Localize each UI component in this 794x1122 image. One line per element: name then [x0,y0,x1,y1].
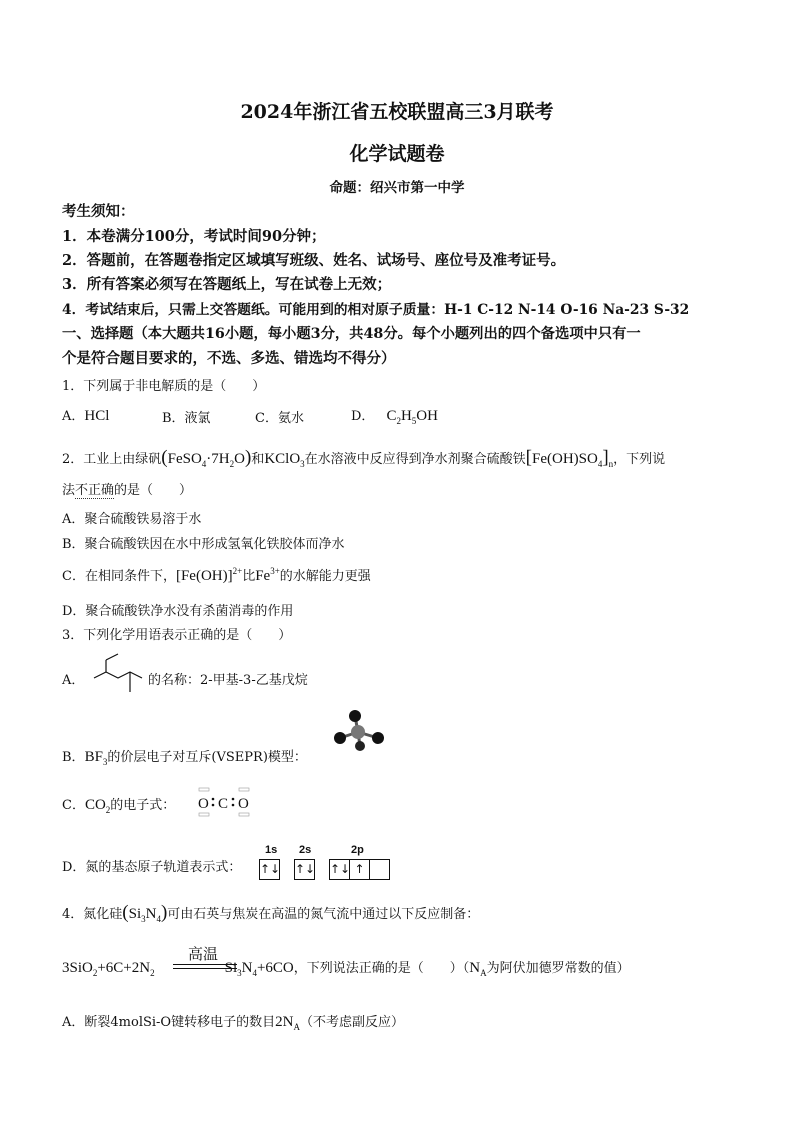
q2-text-5: 法 [62,483,76,498]
orbital-box: ↑↓ [294,859,315,880]
q2-formula-feso4: $(FeSO_4\cdot 7H_2O)$ [161,447,252,469]
q3-b-label: B． [62,750,85,765]
q2-text-4: ，下列说 [613,452,666,467]
orbital-2p [330,859,390,880]
q4-eq-tail: ，下列说法正确的是（ ）（ [293,961,470,976]
q1-d-label: D． [351,409,375,424]
q2-option-a[interactable]: A．聚合硫酸铁易溶于水 [62,512,202,527]
q1-d-formula: $C_2H_5OH$ [386,408,438,426]
q2-text-6: 的是（ ） [114,483,193,498]
q3-c-text: 的电子式： [110,798,176,813]
notice-heading: 考生须知： [62,203,135,220]
molecule-model-icon [330,708,390,756]
q4-na-note: 为阿伏加德罗常数的值） [486,961,630,976]
q4-a-text-2: （不考虑副反应） [299,1015,404,1030]
q1-stem: 1．下列属于非电解质的是（ ） [62,379,266,394]
q4-na-symbol: $N_A$ [469,960,487,978]
q3-option-d[interactable]: D．氮的基态原子轨道表示式： [62,860,242,875]
q3-b-formula: $BF_3$ [84,749,108,767]
q4-formula-si3n4: $(Si_3N_4)$ [122,902,168,924]
q2-c-text-2: 比 [242,569,256,584]
equation-line-bottom [173,968,237,969]
notice-item-1: 1．本卷满分100分，考试时间90分钟； [62,228,326,245]
q2-c-text-3: 的水解能力更强 [279,569,371,584]
exam-subtitle: 化学试题卷 [349,143,445,165]
q4-text-2: 可由石英与焦炭在高温的氮气流中通过以下反应制备： [167,907,480,922]
electron-dot-formula-icon [196,786,256,818]
q2-emphasis: 不正确 [75,483,115,498]
section1-line1: 一、选择题（本大题共16小题，每小题3分，共48分。每个小题列出的四个备选项中只有一 [62,326,641,342]
orbital-box: ↑↓ [329,859,350,880]
section1-line2: 个是符合题目要求的，不选、多选、错选均不得分） [62,350,396,367]
orbital-box: ↑ [349,859,370,880]
svg-text:C: C [218,796,229,812]
q1-option-c[interactable]: C．氨水 [255,411,304,426]
q4-equation [62,957,630,978]
orbital-2s [295,859,315,880]
q1-option-d[interactable] [351,405,438,426]
q2-stem-line1 [62,448,665,469]
q2-option-c[interactable] [62,565,371,585]
q1-a-formula: HCl [84,408,110,424]
orbital-label-2s: 2s [299,844,312,856]
q2-text-3: 在水溶液中反应得到净水剂聚合硫酸铁 [304,452,526,467]
q2-text-1: 2．工业上由绿矾 [62,452,162,467]
q1-option-b[interactable]: B．液氯 [162,411,211,426]
q2-c-formula-2: $Fe^{3+}$ [255,566,280,584]
q4-text-1: 4．氮化硅 [62,907,123,922]
q2-formula-pfs: $[Fe(OH)SO_4]_n$ [525,447,614,469]
orbital-box: ↑↓ [259,859,280,880]
q3-c-label: C． [62,798,85,813]
notice-item-2: 2．答题前，在答题卷指定区域填写班级、姓名、试场号、座位号及准考证号。 [62,252,566,269]
q2-option-b[interactable]: B．聚合硫酸铁因在水中形成氢氧化铁胶体而净水 [62,537,345,552]
q4-a-text-1: A．断裂4molSi-O键转移电子的数目 [62,1015,276,1030]
q3-a-label[interactable]: A． [62,673,85,688]
svg-text:O: O [198,796,209,812]
equation-line-top [173,964,237,965]
q4-eq-left: $3SiO_2+6C+2N_2$ [62,960,155,978]
q2-option-d[interactable]: D．聚合硫酸铁净水没有杀菌消毒的作用 [62,604,294,619]
orbital-box [369,859,390,880]
skeletal-formula-icon [90,648,150,698]
q2-text-2: 和 [251,452,265,467]
q2-c-formula-1: $[Fe(OH)]^{2+}$ [175,566,243,584]
q4-option-a[interactable] [62,1011,404,1032]
q4-stem [62,903,479,924]
q2-c-text-1: C．在相同条件下， [62,569,176,584]
orbital-label-1s: 1s [265,844,278,856]
exam-author: 命题：绍兴市第一中学 [329,180,465,196]
q2-stem-line2 [62,479,192,498]
exam-title: 2024年浙江省五校联盟高三3月联考 [240,101,554,123]
q1-a-label: A． [62,409,85,424]
orbital-1s [260,859,280,880]
notice-item-4: 4．考试结束后，只需上交答题纸。可能用到的相对原子质量：H-1 C-12 N-14 O-16 Na-23 S-32 [62,302,690,318]
q2-formula-kclo3: KClO$_3$ [264,451,305,469]
q4-a-formula: $2N_A$ [275,1014,300,1032]
q3-a-text: 的名称：2-甲基-3-乙基戊烷 [148,673,308,688]
orbital-label-2p: 2p [351,844,364,856]
svg-text:O: O [238,796,249,812]
q3-b-text: 的价层电子对互斥(VSEPR)模型： [107,750,307,765]
q3-stem: 3．下列化学用语表示正确的是（ ） [62,628,292,643]
q1-option-a[interactable] [62,405,109,425]
q4-eq-right: $Si_3N_4+6CO$ [224,960,294,978]
notice-item-3: 3．所有答案必须写在答题纸上，写在试卷上无效； [62,276,392,293]
q3-option-c[interactable] [62,794,175,815]
q4-condition: 高温 [188,945,219,963]
q3-c-formula: $CO_2$ [84,797,111,815]
q3-option-b[interactable] [62,746,307,767]
